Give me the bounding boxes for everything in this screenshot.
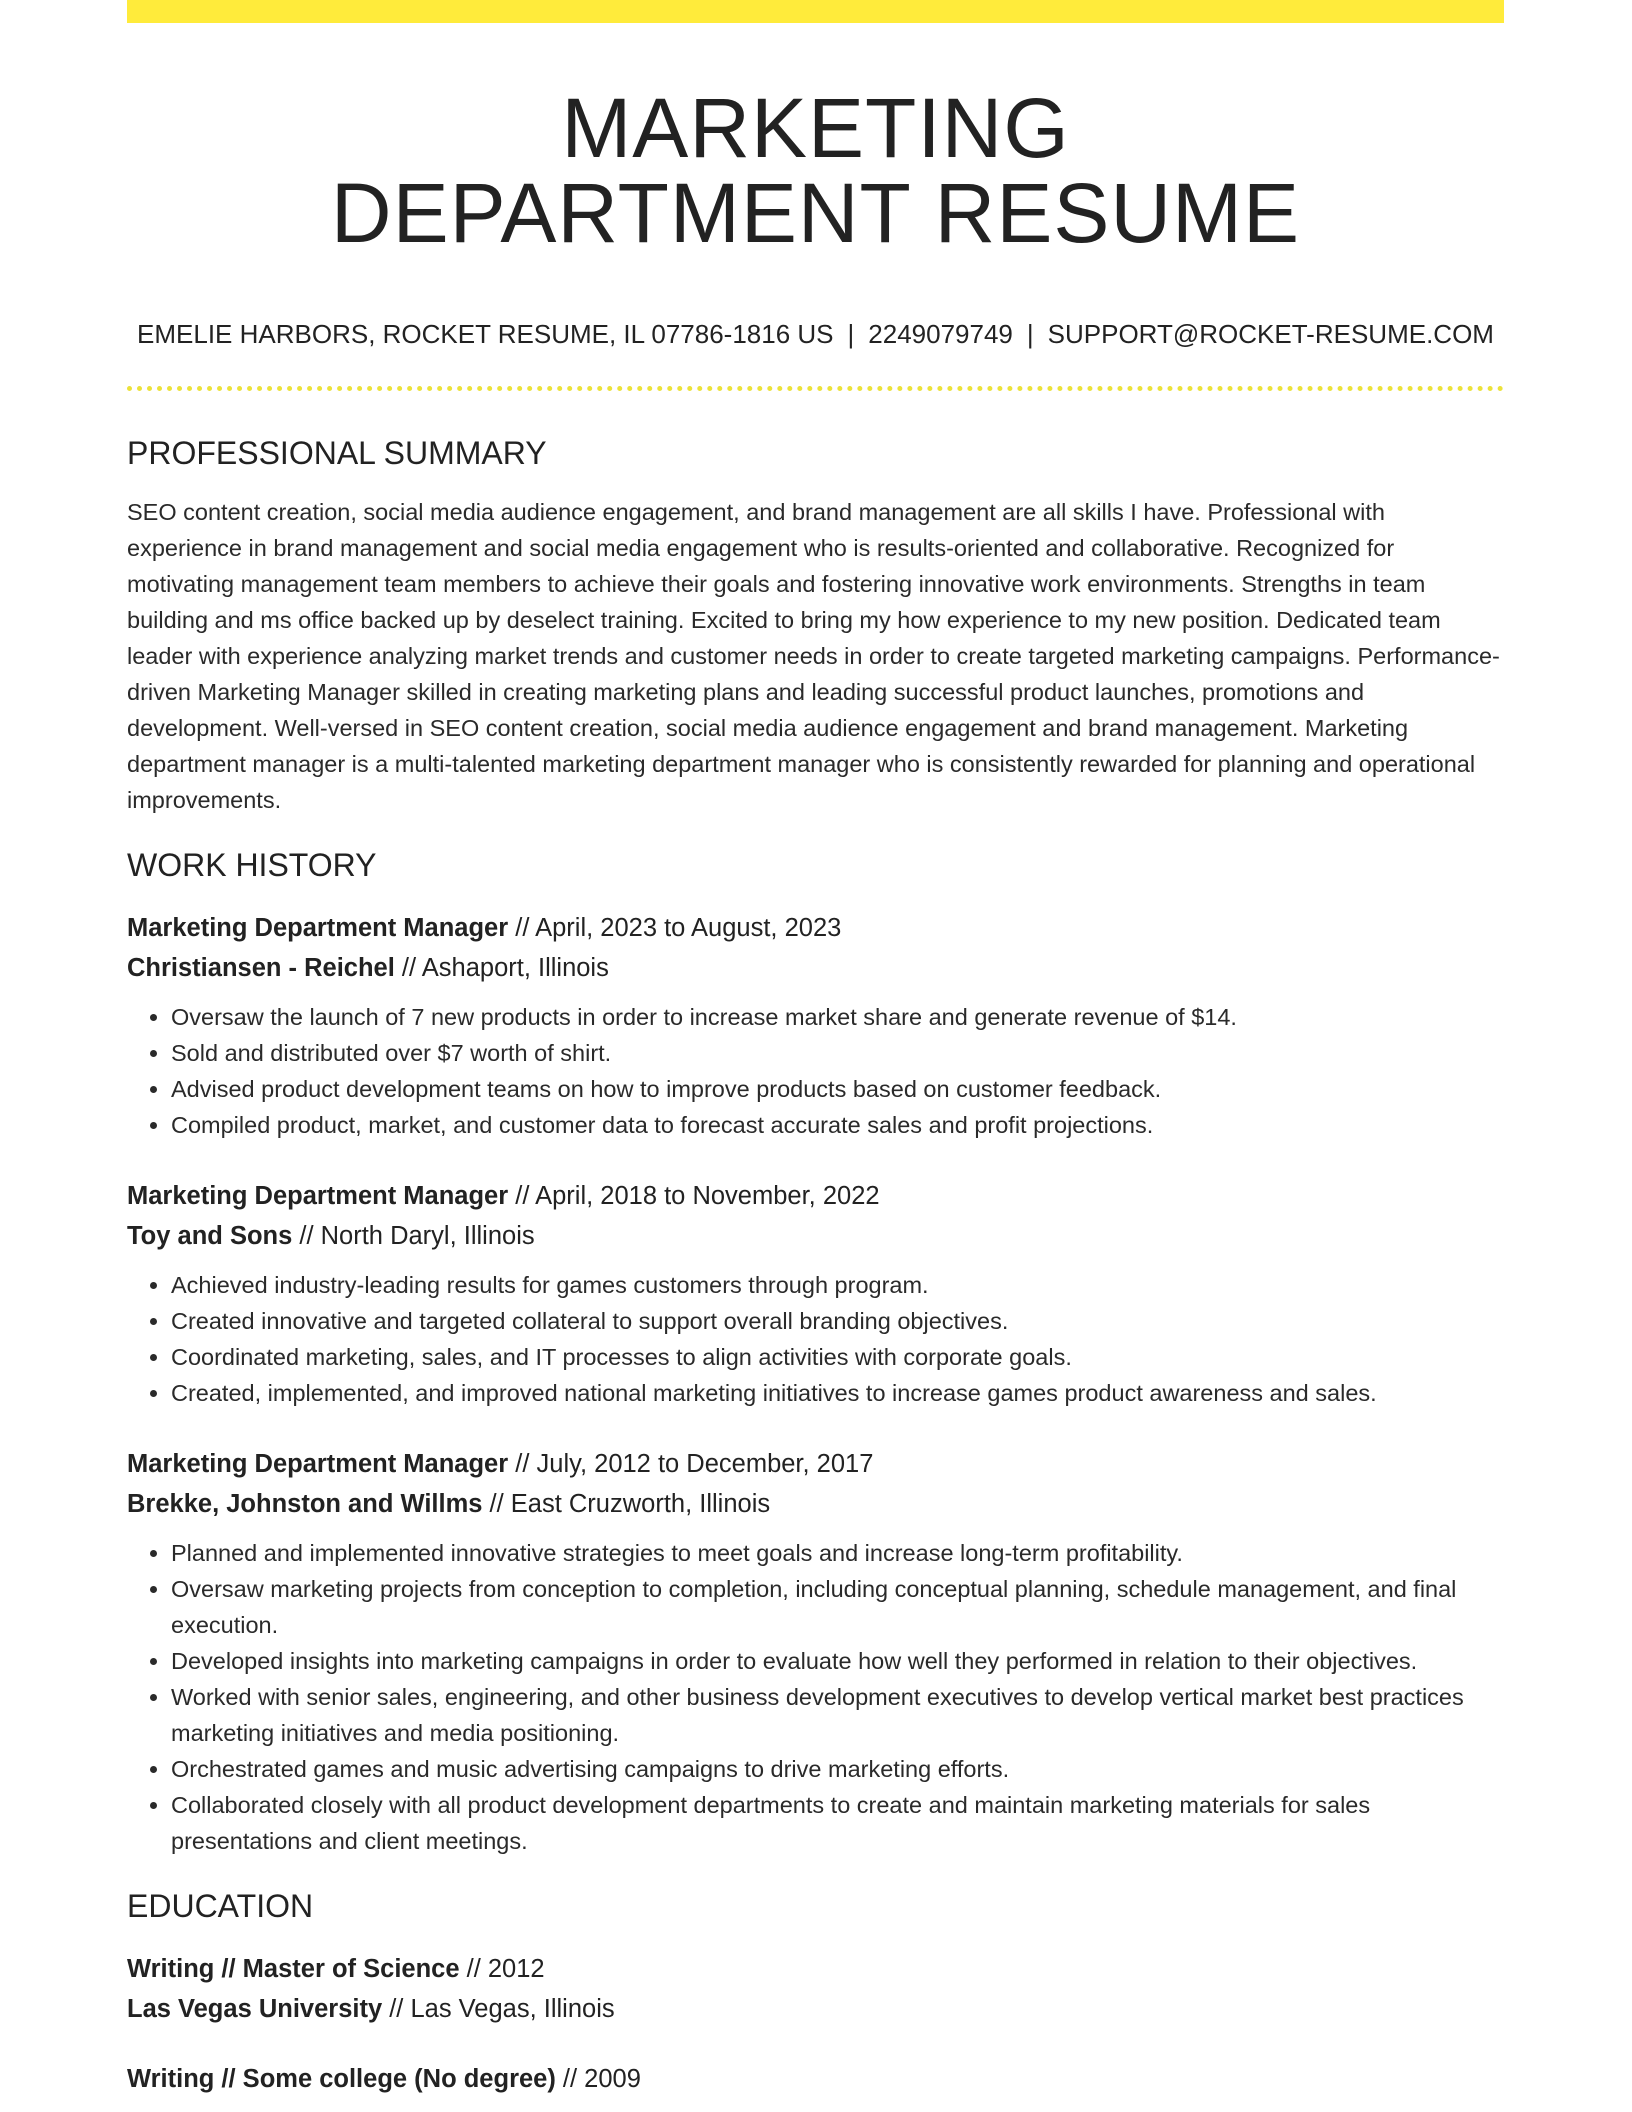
job-bullet: • Sold and distributed over $7 worth of shirt. <box>171 1035 1504 1071</box>
job-bullet: • Created, implemented, and improved national marketing initiatives to increase games product awareness and sales. <box>171 1375 1504 1411</box>
job-title: Marketing Department Manager <box>127 914 509 942</box>
education-degree-line <box>127 1949 1504 1989</box>
education-degree-line <box>127 2059 1504 2099</box>
job-entry <box>127 1176 1504 1411</box>
contact-line <box>127 318 1504 350</box>
job-location: // East Cruzworth, Illinois <box>482 1490 771 1518</box>
education-year: // 2012 <box>459 1955 545 1983</box>
job-location: // Ashaport, Illinois <box>394 954 609 982</box>
job-dates: // July, 2012 to December, 2017 <box>508 1450 874 1478</box>
contact-address: EMELIE HARBORS, ROCKET RESUME, IL 07786-1816 US <box>137 319 834 349</box>
job-bullet: • Collaborated closely with all product development departments to create and maintain marketing materials for sales presentations and client meetings. <box>171 1787 1504 1859</box>
job-bullet: • Oversaw marketing projects from conception to completion, including conceptual planning, schedule management, and final execution. <box>171 1571 1504 1643</box>
summary-heading: PROFESSIONAL SUMMARY <box>127 435 547 471</box>
contact-separator: | <box>847 319 855 349</box>
job-bullet: • Planned and implemented innovative strategies to meet goals and increase long-term profitability. <box>171 1535 1504 1571</box>
job-bullet: • Coordinated marketing, sales, and IT processes to align activities with corporate goals. <box>171 1339 1504 1375</box>
job-dates: // April, 2018 to November, 2022 <box>508 1182 880 1210</box>
title-line-2: DEPARTMENT RESUME <box>330 166 1301 260</box>
job-title-line <box>127 908 1504 948</box>
job-bullet: • Worked with senior sales, engineering, and other business development executives to develop vertical market best practices marketing initiatives and media positioning. <box>171 1679 1504 1751</box>
job-location: // North Daryl, Illinois <box>292 1222 535 1250</box>
job-company-line <box>127 948 1504 988</box>
work-history-heading: WORK HISTORY <box>127 847 377 883</box>
accent-top-bar <box>127 0 1504 23</box>
job-title: Marketing Department Manager <box>127 1182 509 1210</box>
job-title-line <box>127 1444 1504 1484</box>
job-company: Brekke, Johnston and Willms <box>127 1490 483 1518</box>
job-title-line <box>127 1176 1504 1216</box>
job-bullet: • Achieved industry-leading results for games customers through program. <box>171 1267 1504 1303</box>
resume-page <box>127 0 1504 2099</box>
job-company: Christiansen - Reichel <box>127 954 395 982</box>
job-entry <box>127 1444 1504 1859</box>
education-entry <box>127 2059 1504 2099</box>
summary-text: SEO content creation, social media audience engagement, and brand management are all skills I have. Professional with experience in brand management and social media engagement who is results-oriented and collaborative. Recognized for motivating management team members to achieve their goals and fostering innovative work environments. Strengths in team building and ms office backed up by deselect training. Excited to bring my how experience to my new position. Dedicated team leader with experience analyzing market trends and customer needs in order to create targeted marketing campaigns. Performance-driven Marketing Manager skilled in creating marketing plans and leading successful product launches, promotions and development. Well-versed in SEO content creation, social media audience engagement and brand management. Marketing department manager is a multi-talented marketing department manager who is consistently rewarded for planning and operational improvements. <box>127 499 1500 813</box>
job-bullet: • Developed insights into marketing campaigns in order to evaluate how well they performed in relation to their objectives. <box>171 1643 1504 1679</box>
education-year: // 2009 <box>555 2065 641 2093</box>
education-degree: Writing // Some college (No degree) <box>127 2065 556 2093</box>
contact-separator: | <box>1026 319 1034 349</box>
job-dates: // April, 2023 to August, 2023 <box>508 914 842 942</box>
education-school-line <box>127 1989 1504 2029</box>
job-company-line <box>127 1216 1504 1256</box>
job-bullets <box>127 999 1504 1143</box>
job-entry <box>127 908 1504 1143</box>
job-bullet: • Created innovative and targeted collateral to support overall branding objectives. <box>171 1303 1504 1339</box>
dotted-divider <box>127 386 1504 391</box>
job-bullet: • Orchestrated games and music advertising campaigns to drive marketing efforts. <box>171 1751 1504 1787</box>
job-title: Marketing Department Manager <box>127 1450 509 1478</box>
education-location: // Las Vegas, Illinois <box>382 1995 615 2023</box>
education-heading: EDUCATION <box>127 1888 314 1924</box>
job-company-line <box>127 1484 1504 1524</box>
job-bullet: • Advised product development teams on how to improve products based on customer feedback. <box>171 1071 1504 1107</box>
education-school: Las Vegas University <box>127 1995 383 2023</box>
job-company: Toy and Sons <box>127 1222 293 1250</box>
contact-phone: 2249079749 <box>868 319 1013 349</box>
job-bullet: • Compiled product, market, and customer data to forecast accurate sales and profit projections. <box>171 1107 1504 1143</box>
contact-email: SUPPORT@ROCKET-RESUME.COM <box>1047 319 1494 349</box>
title-line-1: MARKETING <box>561 81 1070 175</box>
job-bullet: • Oversaw the launch of 7 new products in order to increase market share and generate revenue of $14. <box>171 999 1504 1035</box>
resume-title <box>127 81 1504 260</box>
job-bullets <box>127 1267 1504 1411</box>
education-entry <box>127 1949 1504 2029</box>
job-bullets <box>127 1535 1504 1859</box>
education-degree: Writing // Master of Science <box>127 1955 460 1983</box>
